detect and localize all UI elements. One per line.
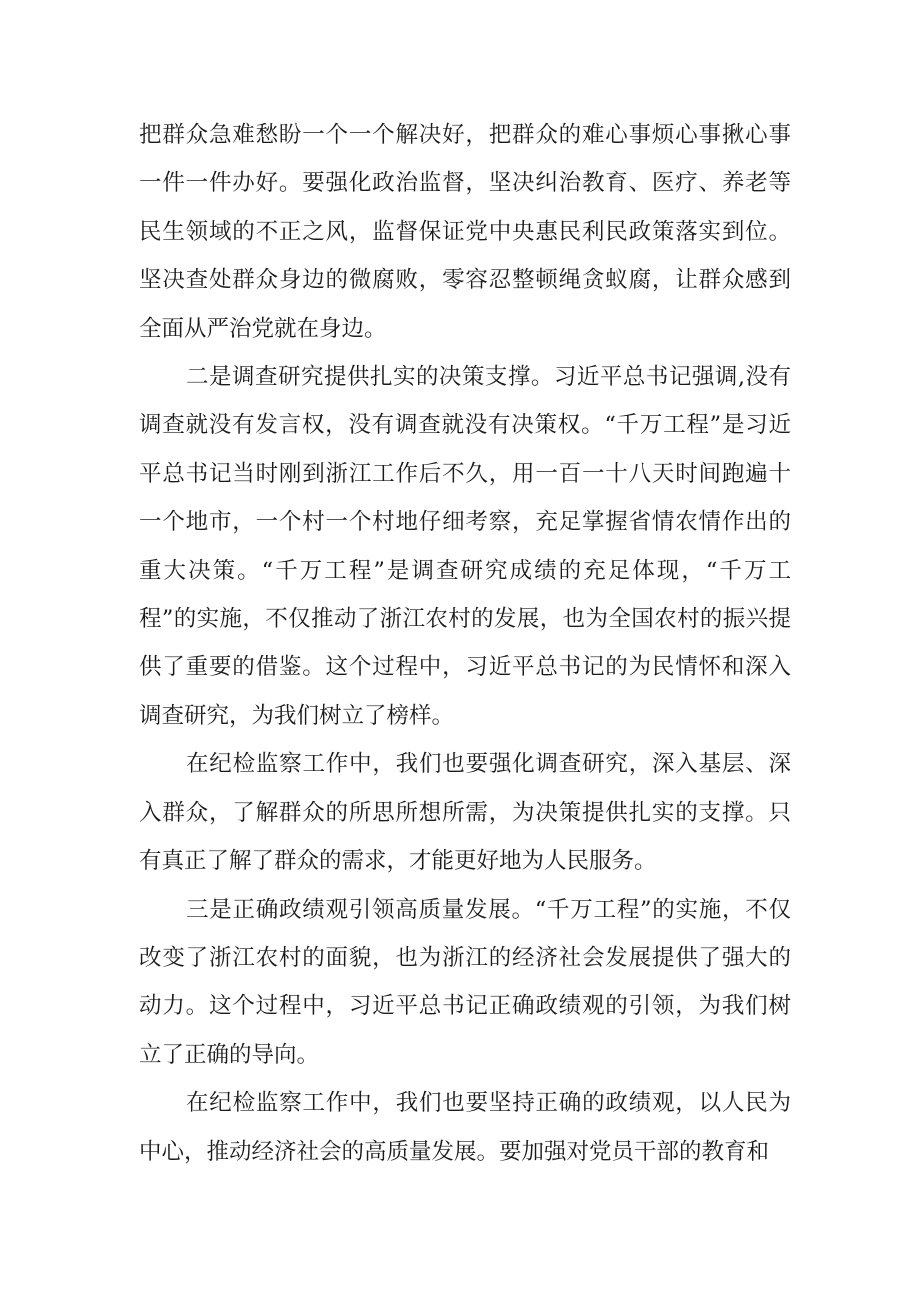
paragraph: 二是调查研究提供扎实的决策支撑。习近平总书记强调,没有调查就没有发言权，没有调查就没有决策权。“千万工程”是习近平总书记当时刚到浙江工作后不久，用一百一十八天时间跑遍十一个地市，一个村一个村地仔细考察，充足掌握省情农情作出的重大决策。“千万工程”是调查研究成绩的充足体现，“千万工程”的实施，不仅推动了浙江农村的发展，也为全国农村的振兴提供了重要的借鉴。这个过程中，习近平总书记的为民情怀和深入调查研究，为我们树立了榜样。 — [139, 364, 791, 729]
paragraph: 三是正确政绩观引领高质量发展。“千万工程”的实施，不仅改变了浙江农村的面貌，也为浙江的经济社会发展提供了强大的动力。这个过程中，习近平总书记正确政绩观的引领，为我们树立了正确的导向。 — [139, 896, 791, 1068]
paragraph: 在纪检监察工作中，我们也要强化调查研究，深入基层、深入群众，了解群众的所思所想所需，为决策提供扎实的支撑。只有真正了解了群众的需求，才能更好地为人民服务。 — [139, 751, 791, 875]
document-body — [139, 111, 791, 1176]
paragraph: 在纪检监察工作中，我们也要坚持正确的政绩观，以人民为中心，推动经济社会的高质量发展。要加强对党员干部的教育和 — [139, 1090, 791, 1165]
paragraph: 把群众急难愁盼一个一个解决好，把群众的难心事烦心事揪心事一件一件办好。要强化政治监督，坚决纠治教育、医疗、养老等民生领域的不正之风，监督保证党中央惠民利民政策落实到位。坚决查处群众身边的微腐败，零容忍整顿绳贪蚁腐，让群众感到全面从严治党就在身边。 — [139, 122, 791, 342]
